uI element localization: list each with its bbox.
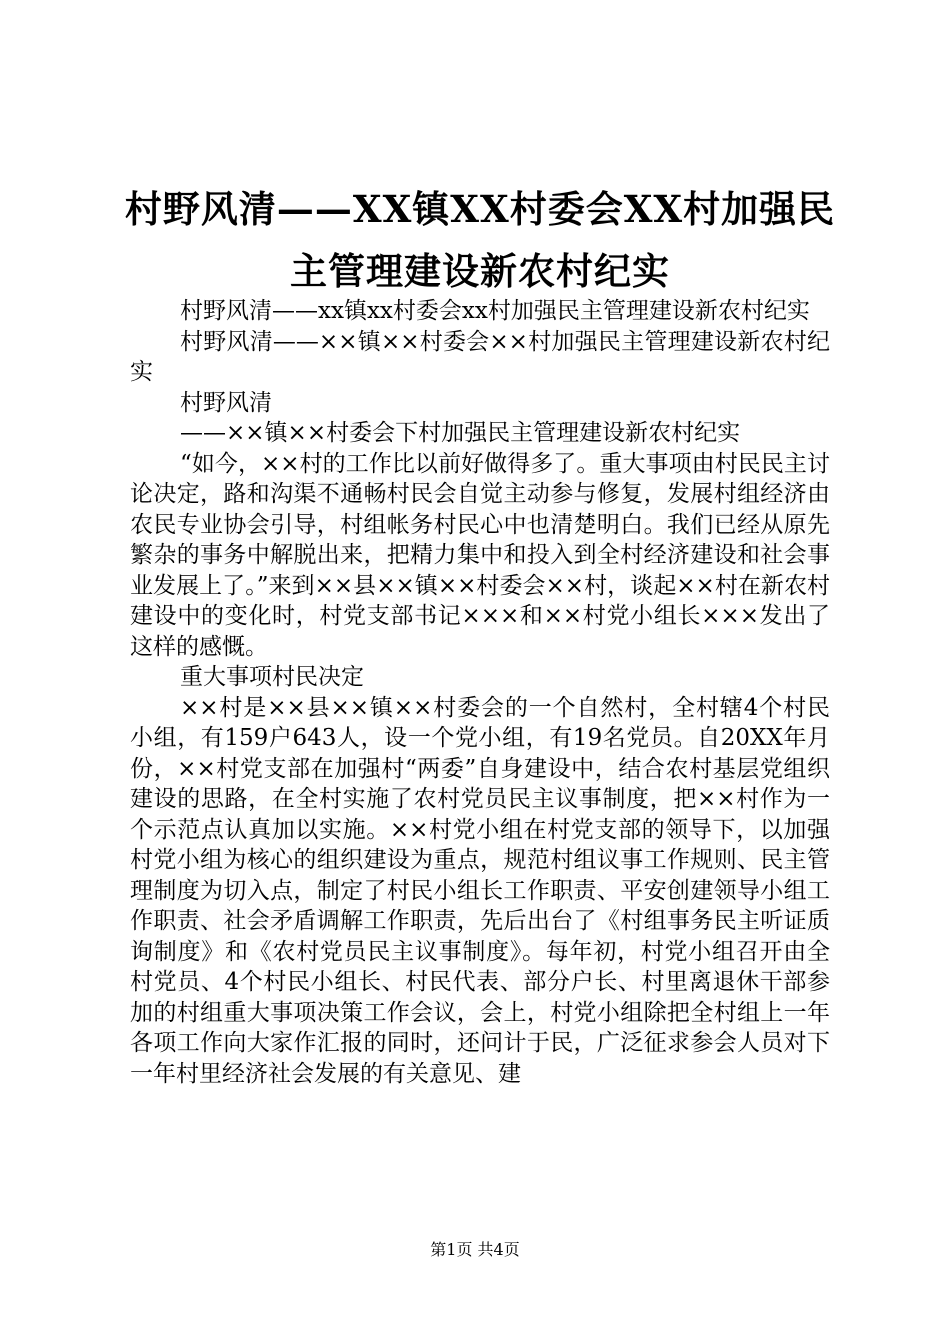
paragraph-intro-quote: “如今，××村的工作比以前好做得多了。重大事项由村民民主讨论决定，路和沟渠不通畅村民会自觉主动参与修复，发展村组经济由农民专业协会引导，村组帐务村民心中也清楚明白。我们已经从原先繁杂的事务中解脱出来，把精力集中和投入到全村经济建设和社会事业发展上了。”来到××县××镇××村委会××村，谈起××村在新农村建设中的变化时，村党支部书记×××和××村党小组长×××发出了这样的感慨。 — [130, 450, 830, 660]
paragraph-village-description: ××村是××县××镇××村委会的一个自然村，全村辖4个村民小组，有159户643人，设一个党小组，有19名党员。自20XX年月份，××村党支部在加强村“两委”自身建设中，结合农村基层党组织建设的思路，在全村实施了农村党员民主议事制度，把××村作为一个示范点认真加以实施。××村党小组在村党支部的领导下，以加强村党小组为核心的组织建设为重点，规范村组议事工作规则、民主管理制度为切入点，制定了村民小组长工作职责、平安创建领导小组工作职责、社会矛盾调解工作职责，先后出台了《村组事务民主听证质询制度》和《农村党员民主议事制度》。每年初，村党小组召开由全村党员、4个村民小组长、村民代表、部分户长、村里离退休干部参加的村组重大事项决策工作会议，会上，村党小组除把全村组上一年各项工作向大家作汇报的同时，还问计于民，广泛征求参会人员对下一年村里经济社会发展的有关意见、建 — [130, 694, 830, 1087]
paragraph-heading-short: 村野风清 — [180, 389, 272, 416]
paragraph-subtitle-cross: 村野风清——××镇××村委会××村加强民主管理建设新农村纪实 — [130, 328, 830, 385]
document-title: 村野风清——XX镇XX村委会XX村加强民主管理建设新农村纪实 — [124, 187, 836, 293]
paragraph-subtitle-lowercase: 村野风清——xx镇xx村委会xx村加强民主管理建设新农村纪实 — [180, 298, 810, 324]
section-heading-major-matters: 重大事项村民决定 — [180, 664, 364, 690]
document-body — [130, 296, 830, 1089]
paragraph-heading-dash: ——××镇××村委会下村加强民主管理建设新农村纪实 — [180, 420, 741, 446]
page-number-footer: 第1页 共4页 — [430, 1240, 520, 1259]
